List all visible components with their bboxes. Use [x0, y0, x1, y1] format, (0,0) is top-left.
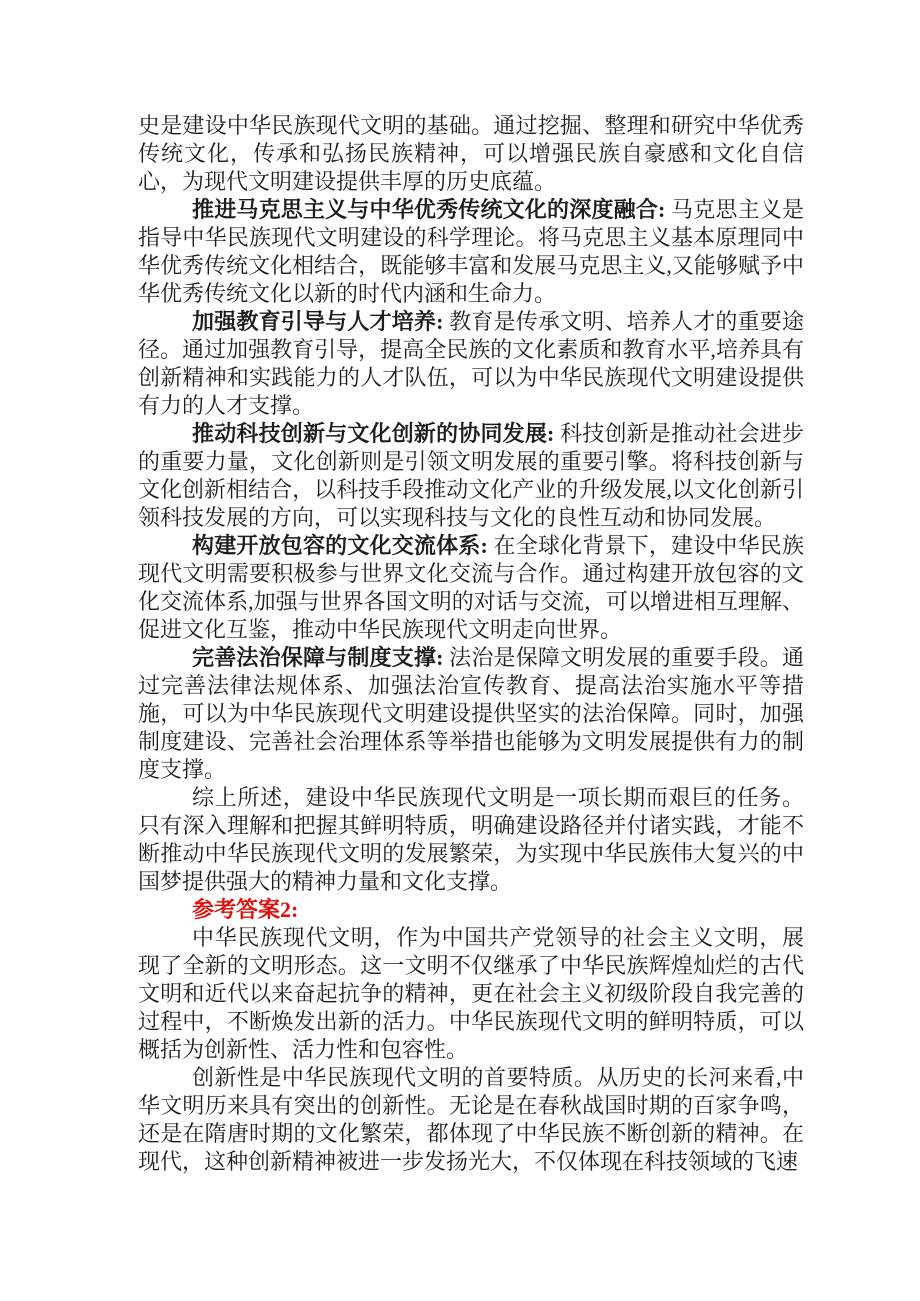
- paragraph-lead-bold: 构建开放包容的文化交流体系:: [192, 533, 494, 558]
- paragraph-lead-bold: 完善法治保障与制度支撑:: [192, 645, 450, 670]
- answer2-heading: [138, 896, 804, 924]
- paragraph-marxism-fusion: [138, 196, 804, 308]
- paragraph-text: 综上所述，建设中华民族现代文明是一项长期而艰巨的任务。只有深入理解和把握其鲜明特质，明确建设路径并付诸实践，才能不断推动中华民族现代文明的发展繁荣，为实现中华民族伟大复兴的中国梦提供强大的精神力量和文化支撑。: [138, 785, 804, 894]
- paragraph-lead-bold: 推进马克思主义与中华优秀传统文化的深度融合:: [192, 197, 672, 222]
- paragraph-education-talent: [138, 308, 804, 420]
- paragraph-cultural-exchange: [138, 532, 804, 644]
- paragraph-text: 法治是保障文明发展的重要手段。通过完善法律法规体系、加强法治宣传教育、提高法治实施水平等措施，可以为中华民族现代文明建设提供坚实的法治保障。同时，加强制度建设、完善社会治理体系等举措也能够为文明发展提供有力的制度支撑。: [138, 645, 804, 782]
- paragraph-lead-bold: 推动科技创新与文化创新的协同发展:: [192, 421, 561, 446]
- paragraph-history-foundation: [138, 112, 804, 196]
- paragraph-text: 在全球化背景下，建设中华民族现代文明需要积极参与世界文化交流与合作。通过构建开放包容的文化交流体系,加强与世界各国文明的对话与交流，可以增进相互理解、促进文化互鉴，推动中华民族现代文明走向世界。: [138, 533, 804, 642]
- paragraph-rule-of-law: [138, 644, 804, 784]
- paragraph-tech-culture-innovation: [138, 420, 804, 532]
- document-body: [138, 112, 804, 1176]
- paragraph-text: 中华民族现代文明，作为中国共产党领导的社会主义文明，展现了全新的文明形态。这一文明不仅继承了中华民族辉煌灿烂的古代文明和近代以来奋起抗争的精神，更在社会主义初级阶段自我完善的过程中，不断焕发出新的活力。中华民族现代文明的鲜明特质，可以概括为创新性、活力性和包容性。: [138, 925, 804, 1062]
- paragraph-text: 创新性是中华民族现代文明的首要特质。从历史的长河来看,中华文明历来具有突出的创新性。无论是在春秋战国时期的百家争鸣，还是在隋唐时期的文化繁荣，都体现了中华民族不断创新的精神。在现代，这种创新精神被进一步发扬光大，不仅体现在科技领域的飞速: [138, 1065, 804, 1174]
- answer-heading-red-text: 参考答案2:: [192, 897, 299, 922]
- paragraph-lead-bold: 加强教育引导与人才培养:: [192, 309, 450, 334]
- paragraph-text: 马克思主义是指导中华民族现代文明建设的科学理论。将马克思主义基本原理同中华优秀传统文化相结合，既能够丰富和发展马克思主义,又能够赋予中华优秀传统文化以新的时代内涵和生命力。: [138, 197, 804, 306]
- paragraph-text: 科技创新是推动社会进步的重要力量，文化创新则是引领文明发展的重要引擎。将科技创新与文化创新相结合，以科技手段推动文化产业的升级发展,以文化创新引领科技发展的方向，可以实现科技与文化的良性互动和协同发展。: [138, 421, 804, 530]
- paragraph-answer2-intro: [138, 924, 804, 1064]
- paragraph-innovation-trait: [138, 1064, 804, 1176]
- paragraph-text: 史是建设中华民族现代文明的基础。通过挖掘、整理和研究中华优秀传统文化，传承和弘扬民族精神，可以增强民族自豪感和文化自信心，为现代文明建设提供丰厚的历史底蕴。: [138, 113, 804, 194]
- paragraph-text: 教育是传承文明、培养人才的重要途径。通过加强教育引导，提高全民族的文化素质和教育水平,培养具有创新精神和实践能力的人才队伍，可以为中华民族现代文明建设提供有力的人才支撑。: [138, 309, 804, 418]
- paragraph-conclusion: [138, 784, 804, 896]
